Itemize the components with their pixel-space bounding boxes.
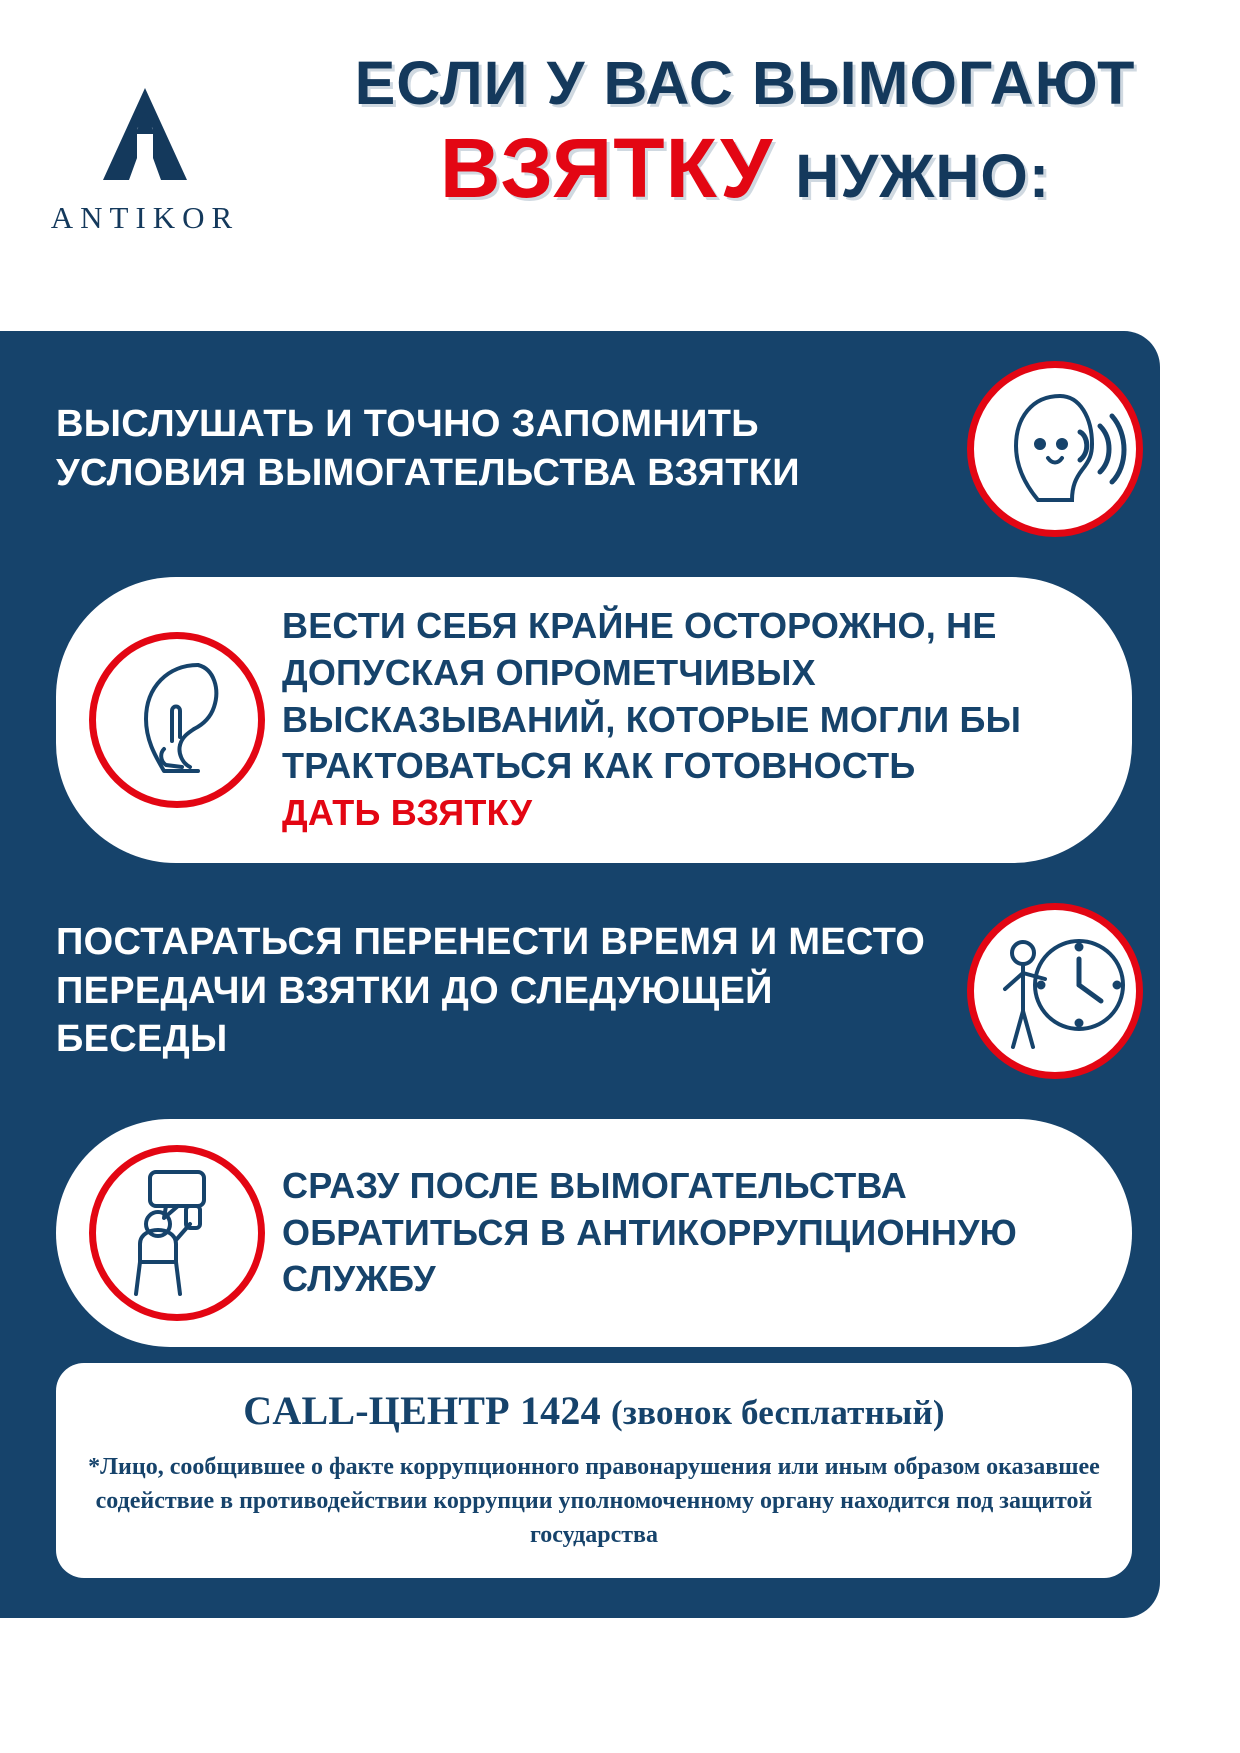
step-item-1 <box>0 331 1160 567</box>
brand-logo <box>0 52 290 236</box>
step-4-text: СРАЗУ ПОСЛЕ ВЫМОГАТЕЛЬСТВА ОБРАТИТЬСЯ В АНТИКОРРУПЦИОННУЮ СЛУЖБУ <box>282 1164 1017 1300</box>
title-line-2-tail: НУЖНО: <box>795 142 1051 211</box>
person-phone-call-icon <box>89 1145 265 1321</box>
call-center-note: (звонок бесплатный) <box>610 1392 945 1432</box>
step-4-icon-wrap <box>72 1145 282 1321</box>
title-highlight: ВЗЯТКУ <box>439 121 774 216</box>
title-line-1: ЕСЛИ У ВАС ВЫМОГАЮТ <box>354 49 1136 117</box>
step-2-icon-wrap <box>72 632 282 808</box>
clock-person-icon <box>967 903 1143 1079</box>
step-item-2 <box>56 577 1132 863</box>
step-item-3 <box>0 873 1160 1109</box>
step-1-text: ВЫСЛУШАТЬ И ТОЧНО ЗАПОМНИТЬ УСЛОВИЯ ВЫМОГАТЕЛЬСТВА ВЗЯТКИ <box>56 403 800 494</box>
ear-listening-icon <box>967 361 1143 537</box>
step-2-text: ВЕСТИ СЕБЯ КРАЙНЕ ОСТОРОЖНО, НЕ ДОПУСКАЯ ОПРОМЕТЧИВЫХ ВЫСКАЗЫВАНИЙ, КОТОРЫЕ МОГЛИ БЫ ТРАКТОВАТЬСЯ КАК ГОТОВНОСТЬ <box>282 605 1022 787</box>
silence-shh-icon <box>89 632 265 808</box>
step-3-icon-wrap <box>950 903 1160 1079</box>
step-1-icon-wrap <box>950 361 1160 537</box>
poster-title <box>290 49 1240 217</box>
brand-name: ANTIKOR <box>50 200 240 235</box>
call-center-line <box>86 1387 1102 1434</box>
poster-header <box>0 0 1240 300</box>
steps-panel <box>0 331 1160 1618</box>
step-item-4 <box>56 1119 1132 1347</box>
call-center-number: CALL-ЦЕНТР 1424 <box>243 1387 601 1433</box>
step-2-text-wrap <box>282 603 1092 837</box>
footer-block <box>56 1363 1132 1578</box>
antikor-a-logo-icon <box>99 86 191 182</box>
step-2-accent: ДАТЬ ВЗЯТКУ <box>282 792 533 834</box>
step-3-text: ПОСТАРАТЬСЯ ПЕРЕНЕСТИ ВРЕМЯ И МЕСТО ПЕРЕДАЧИ ВЗЯТКИ ДО СЛЕДУЮЩЕЙ БЕСЕДЫ <box>56 921 926 1061</box>
footer-disclaimer: *Лицо, сообщившее о факте коррупционного правонарушения или иным образом оказавшее содействие в противодействии коррупции уполномоченному органу находится под защитой государства <box>88 1453 1100 1549</box>
